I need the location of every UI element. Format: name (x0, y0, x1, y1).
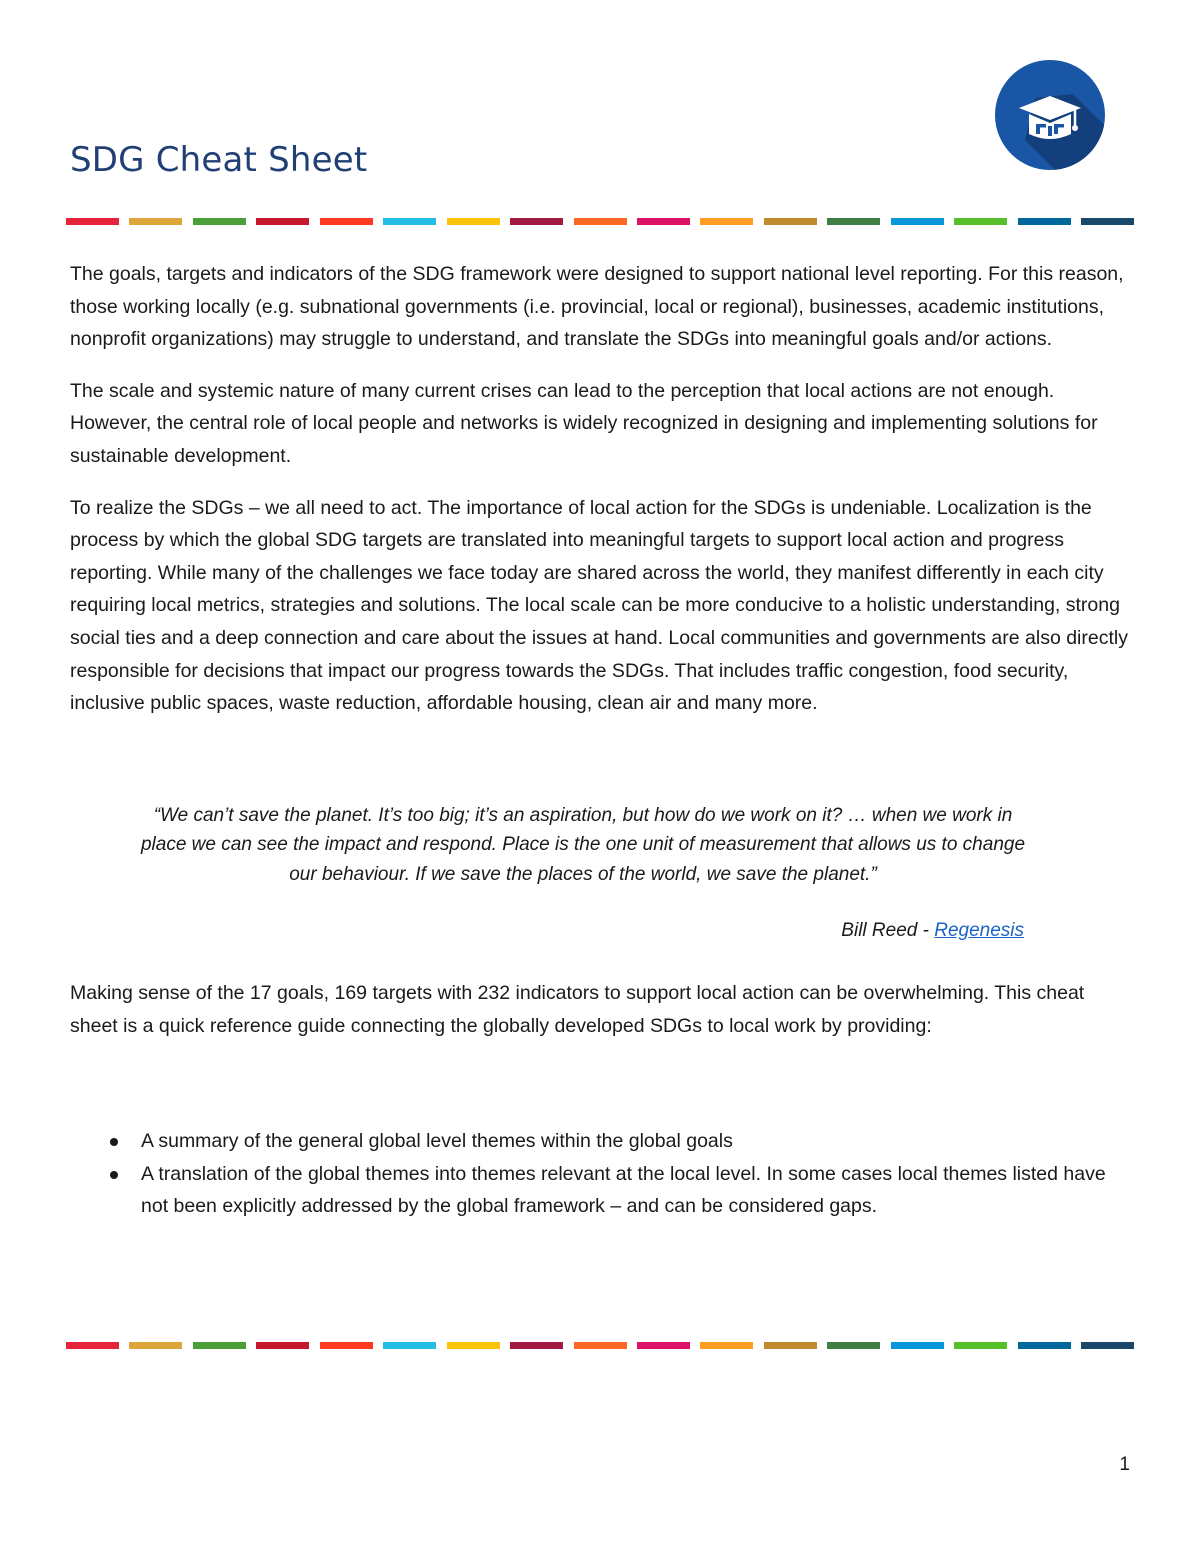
intro-paragraph: To realize the SDGs – we all need to act. The importance of local action for the SDGs is undeniable. Localization is the process by which the global SDG targets are translated into meaningful targets to support local action and progress reporting. While many of the challenges we face today are shared across the world, they manifest differently in each city requiring local metrics, strategies and solutions. The local scale can be more conducive to a holistic understanding, strong social ties and a deep connection and care about the issues at hand. Local communities and governments are also directly responsible for decisions that impact our progress towards the SDGs. That includes traffic congestion, food security, inclusive public spaces, waste reduction, affordable housing, clean air and many more. (70, 496, 1128, 715)
sdg-color-segment-8 (510, 218, 563, 225)
sdg-color-segment-6 (383, 1342, 436, 1349)
logo-badge (995, 60, 1105, 170)
bullet-icon (110, 1171, 118, 1179)
sdg-color-segment-12 (764, 1342, 817, 1349)
sdg-color-divider-top (66, 218, 1134, 225)
sdg-color-segment-17 (1081, 1342, 1134, 1349)
sdg-color-segment-10 (637, 1342, 690, 1349)
sdg-color-segment-16 (1018, 1342, 1071, 1349)
sdg-color-segment-11 (700, 218, 753, 225)
sdg-color-segment-16 (1018, 218, 1071, 225)
list-item (70, 1158, 1136, 1223)
intro-section (70, 258, 1136, 739)
making-sense-paragraph: Making sense of the 17 goals, 169 targets with 232 indicators to support local action can be overwhelming. This cheat sheet is a quick reference guide connecting the globally developed SDGs to local work by providing: (70, 982, 1085, 1037)
sdg-color-segment-10 (637, 218, 690, 225)
sdg-color-segment-14 (891, 1342, 944, 1349)
sdg-color-segment-3 (193, 1342, 246, 1349)
sdg-color-segment-17 (1081, 218, 1134, 225)
quote-attribution (841, 916, 1024, 945)
regenesis-link[interactable]: Regenesis (934, 920, 1024, 941)
list-item (70, 1125, 1136, 1158)
quote-text: “We can’t save the planet. It’s too big; it’s an aspiration, but how do we work on it? … when we work in place we can see the impact and respond. Place is the one unit of measurement that allows us to change our behaviour. If we save the places of the world, we save the planet.” (140, 805, 1026, 885)
page-number: 1 (1119, 1454, 1130, 1475)
sdg-color-segment-5 (320, 1342, 373, 1349)
sdg-color-divider-bottom (66, 1342, 1134, 1349)
bullet-icon (110, 1138, 118, 1146)
list-item-text: A summary of the general global level themes within the global goals (141, 1130, 733, 1152)
sdg-color-segment-5 (320, 218, 373, 225)
sdg-color-segment-4 (256, 1342, 309, 1349)
sdg-color-segment-9 (574, 218, 627, 225)
sdg-color-segment-14 (891, 218, 944, 225)
quote-author: Bill Reed - (841, 920, 935, 941)
sdg-color-segment-3 (193, 218, 246, 225)
sdg-color-segment-2 (129, 1342, 182, 1349)
sdg-color-segment-1 (66, 1342, 119, 1349)
sdg-color-segment-8 (510, 1342, 563, 1349)
sdg-color-segment-6 (383, 218, 436, 225)
sdg-color-segment-9 (574, 1342, 627, 1349)
bullet-list (70, 1125, 1136, 1223)
sdg-color-segment-13 (827, 1342, 880, 1349)
intro-paragraph: The goals, targets and indicators of the SDG framework were designed to support national level reporting. For this reason, those working locally (e.g. subnational governments (i.e. provincial, local or regional), businesses, academic institutions, nonprofit organizations) may struggle to understand, and translate the SDGs into meaningful goals and/or actions. (70, 263, 1124, 351)
sdg-color-segment-11 (700, 1342, 753, 1349)
sdg-color-segment-12 (764, 218, 817, 225)
sdg-color-segment-7 (447, 218, 500, 225)
sdg-color-segment-7 (447, 1342, 500, 1349)
sdg-color-segment-1 (66, 218, 119, 225)
page-title: SDG Cheat Sheet (70, 140, 368, 180)
sdg-color-segment-15 (954, 218, 1007, 225)
sdg-color-segment-13 (827, 218, 880, 225)
sdg-color-segment-4 (256, 218, 309, 225)
sdg-color-segment-2 (129, 218, 182, 225)
sdg-color-segment-15 (954, 1342, 1007, 1349)
intro-paragraph: The scale and systemic nature of many current crises can lead to the perception that local actions are not enough. However, the central role of local people and networks is widely recognized in designing and implementing solutions for sustainable development. (70, 379, 1098, 467)
list-item-text: A translation of the global themes into themes relevant at the local level. In some cases local themes listed have not been explicitly addressed by the global framework – and can be considered gaps. (141, 1162, 1106, 1218)
